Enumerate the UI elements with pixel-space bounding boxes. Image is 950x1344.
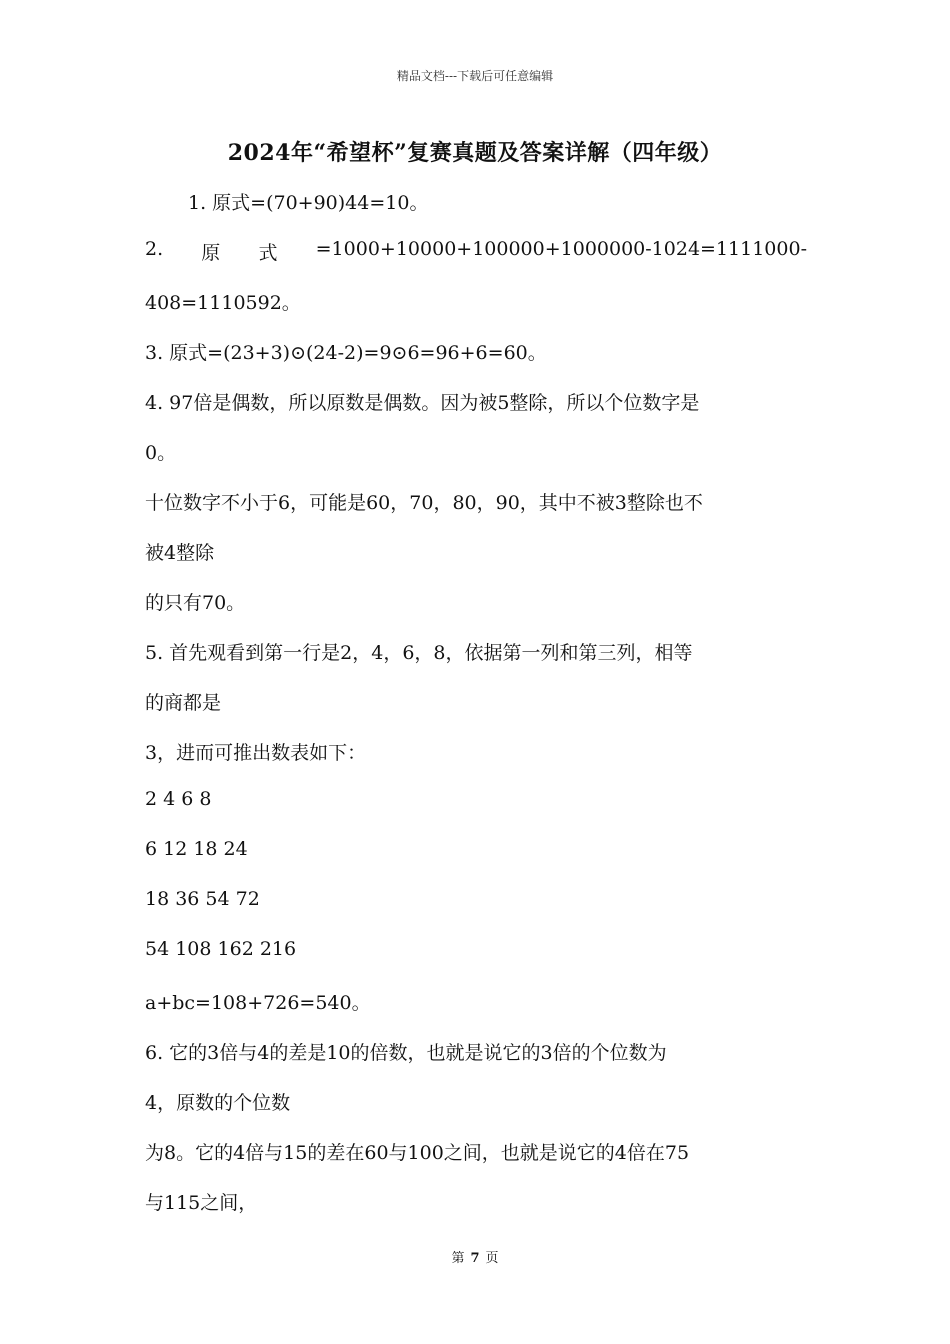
answer-line-5: 5. 首先观看到第一行是2，4，6，8，依据第一列和第三列，相等 — [145, 642, 693, 664]
answer-line-2 — [145, 238, 807, 265]
answer-line-5-continued: 的商都是 — [145, 692, 222, 714]
answer-line-4-result: 的只有70。 — [145, 592, 246, 614]
answer-line-6-second-continued: 与115之间， — [145, 1192, 258, 1214]
answer-line-4-tens: 十位数字不小于6，可能是60，70，80，90，其中不被3整除也不 — [145, 492, 703, 514]
page-footer — [0, 1247, 950, 1266]
answer-2-word-1: 原 — [201, 242, 221, 264]
number-table-row-1: 2 4 6 8 — [145, 788, 212, 810]
answer-line-4-tens-continued: 被4整除 — [145, 542, 215, 564]
number-table-row-2: 6 12 18 24 — [145, 838, 248, 860]
page-number-prefix: 第 — [451, 1251, 465, 1266]
page-number-suffix: 页 — [485, 1251, 499, 1266]
answer-line-5-table-intro: 3，进而可推出数表如下： — [145, 742, 367, 764]
page-header: 精品文档---下载后可任意编辑 — [396, 69, 554, 83]
answer-line-4: 4. 97倍是偶数，所以原数是偶数。因为被5整除，所以个位数字是 — [145, 392, 700, 414]
number-table-row-3: 18 36 54 72 — [145, 888, 260, 910]
answer-2-number: 2. — [145, 238, 164, 260]
answer-line-1: 1. 原式=(70+90)44=10。 — [188, 192, 429, 214]
answer-line-6-continued: 4，原数的个位数 — [145, 1092, 291, 1114]
answer-line-3: 3. 原式=(23+3)⊙(24-2)=9⊙6=96+6=60。 — [145, 342, 547, 364]
document-title: 2024年“希望杯”复赛真题及答案详解（四年级） — [227, 140, 723, 166]
answer-2-word-2: 式 — [258, 242, 278, 264]
page-number: 7 — [470, 1251, 480, 1266]
answer-2-expression: =1000+10000+100000+1000000-1024=1111000- — [315, 238, 807, 260]
answer-line-4-continued: 0。 — [145, 442, 177, 464]
answer-line-6: 6. 它的3倍与4的差是10的倍数，也就是说它的3倍的个位数为 — [145, 1042, 667, 1064]
answer-line-5-result: a+bc=108+726=540。 — [145, 992, 371, 1014]
answer-line-6-second: 为8。它的4倍与15的差在60与100之间，也就是说它的4倍在75 — [145, 1142, 690, 1164]
answer-line-2-continued: 408=1110592。 — [145, 292, 301, 314]
number-table-row-4: 54 108 162 216 — [145, 938, 297, 960]
